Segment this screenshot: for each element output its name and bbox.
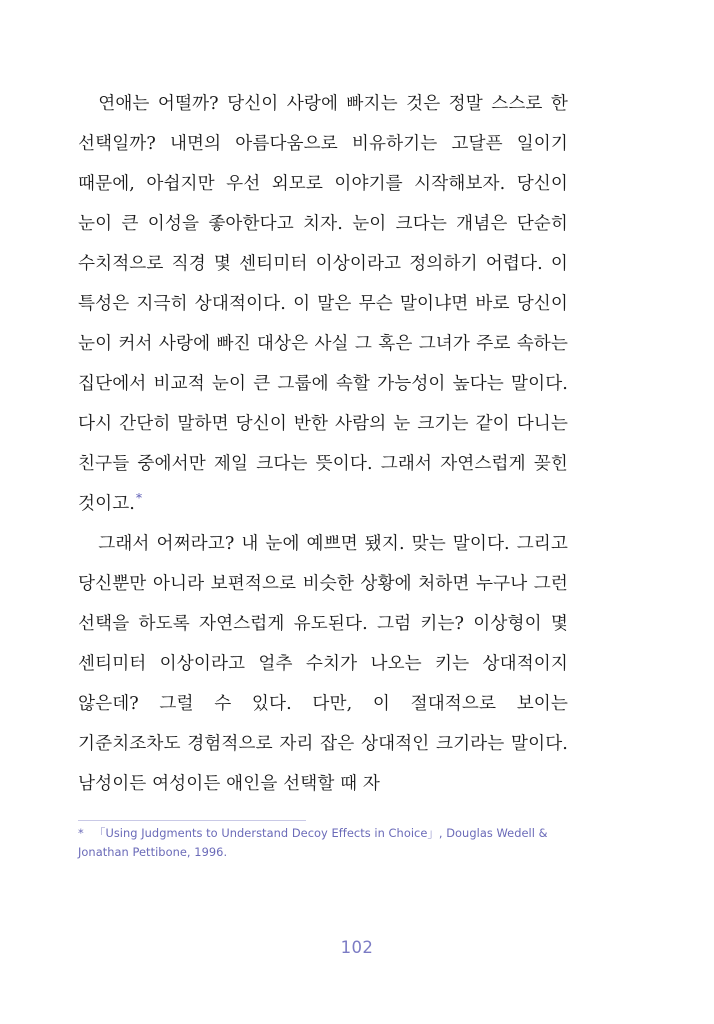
- body-text-column: [78, 84, 568, 804]
- footnote-star-marker: *: [78, 826, 84, 840]
- paragraph-1: [78, 84, 568, 524]
- paragraph-2-text: 그래서 어쩌라고? 내 눈에 예쁘면 됐지. 맞는 말이다. 그리고 당신뿐만 아니라 보편적으로 비슷한 상황에 처하면 누구나 그런 선택을 하도록 자연스럽게 유도된다. 그럼 키는? 이상형이 몇 센티미터 이상이라고 얼추 수치가 나오는 키는 상대적이지 않은데? 그럴 수 있다. 다만, 이 절대적으로 보이는 기준치조차도 경험적으로 자리 잡은 상대적인 크기라는 말이다. 남성이든 여성이든 애인을 선택할 때 자: [78, 534, 568, 794]
- footnote-block: [78, 824, 570, 862]
- page-number: 102: [340, 938, 374, 957]
- footnote-reference-marker[interactable]: *: [135, 491, 143, 506]
- footnote-separator-rule: [78, 820, 306, 821]
- paragraph-1-text: 연애는 어떨까? 당신이 사랑에 빠지는 것은 정말 스스로 한 선택일까? 내면의 아름다움으로 비유하기는 고달픈 일이기 때문에, 아쉽지만 우선 외모로 이야기를 시작해보자. 당신이 눈이 큰 이성을 좋아한다고 치자. 눈이 크다는 개념은 단순히 수치적으로 직경 몇 센티미터 이상이라고 정의하기 어렵다. 이 특성은 지극히 상대적이다. 이 말은 무슨 말이냐면 바로 당신이 눈이 커서 사랑에 빠진 대상은 사실 그 혹은 그녀가 주로 속하는 집단에서 비교적 눈이 큰 그룹에 속할 가능성이 높다는 말이다. 다시 간단히 말하면 당신이 반한 사람의 눈 크기는 같이 다니는 친구들 중에서만 제일 크다는 뜻이다. 그래서 자연스럽게 꽂힌 것이고.: [78, 94, 568, 514]
- paragraph-2: [78, 524, 568, 804]
- footnote-citation-text: 「Using Judgments to Understand Decoy Effects in Choice」, Douglas Wedell & Jonathan Pettibone, 1996.: [78, 826, 548, 859]
